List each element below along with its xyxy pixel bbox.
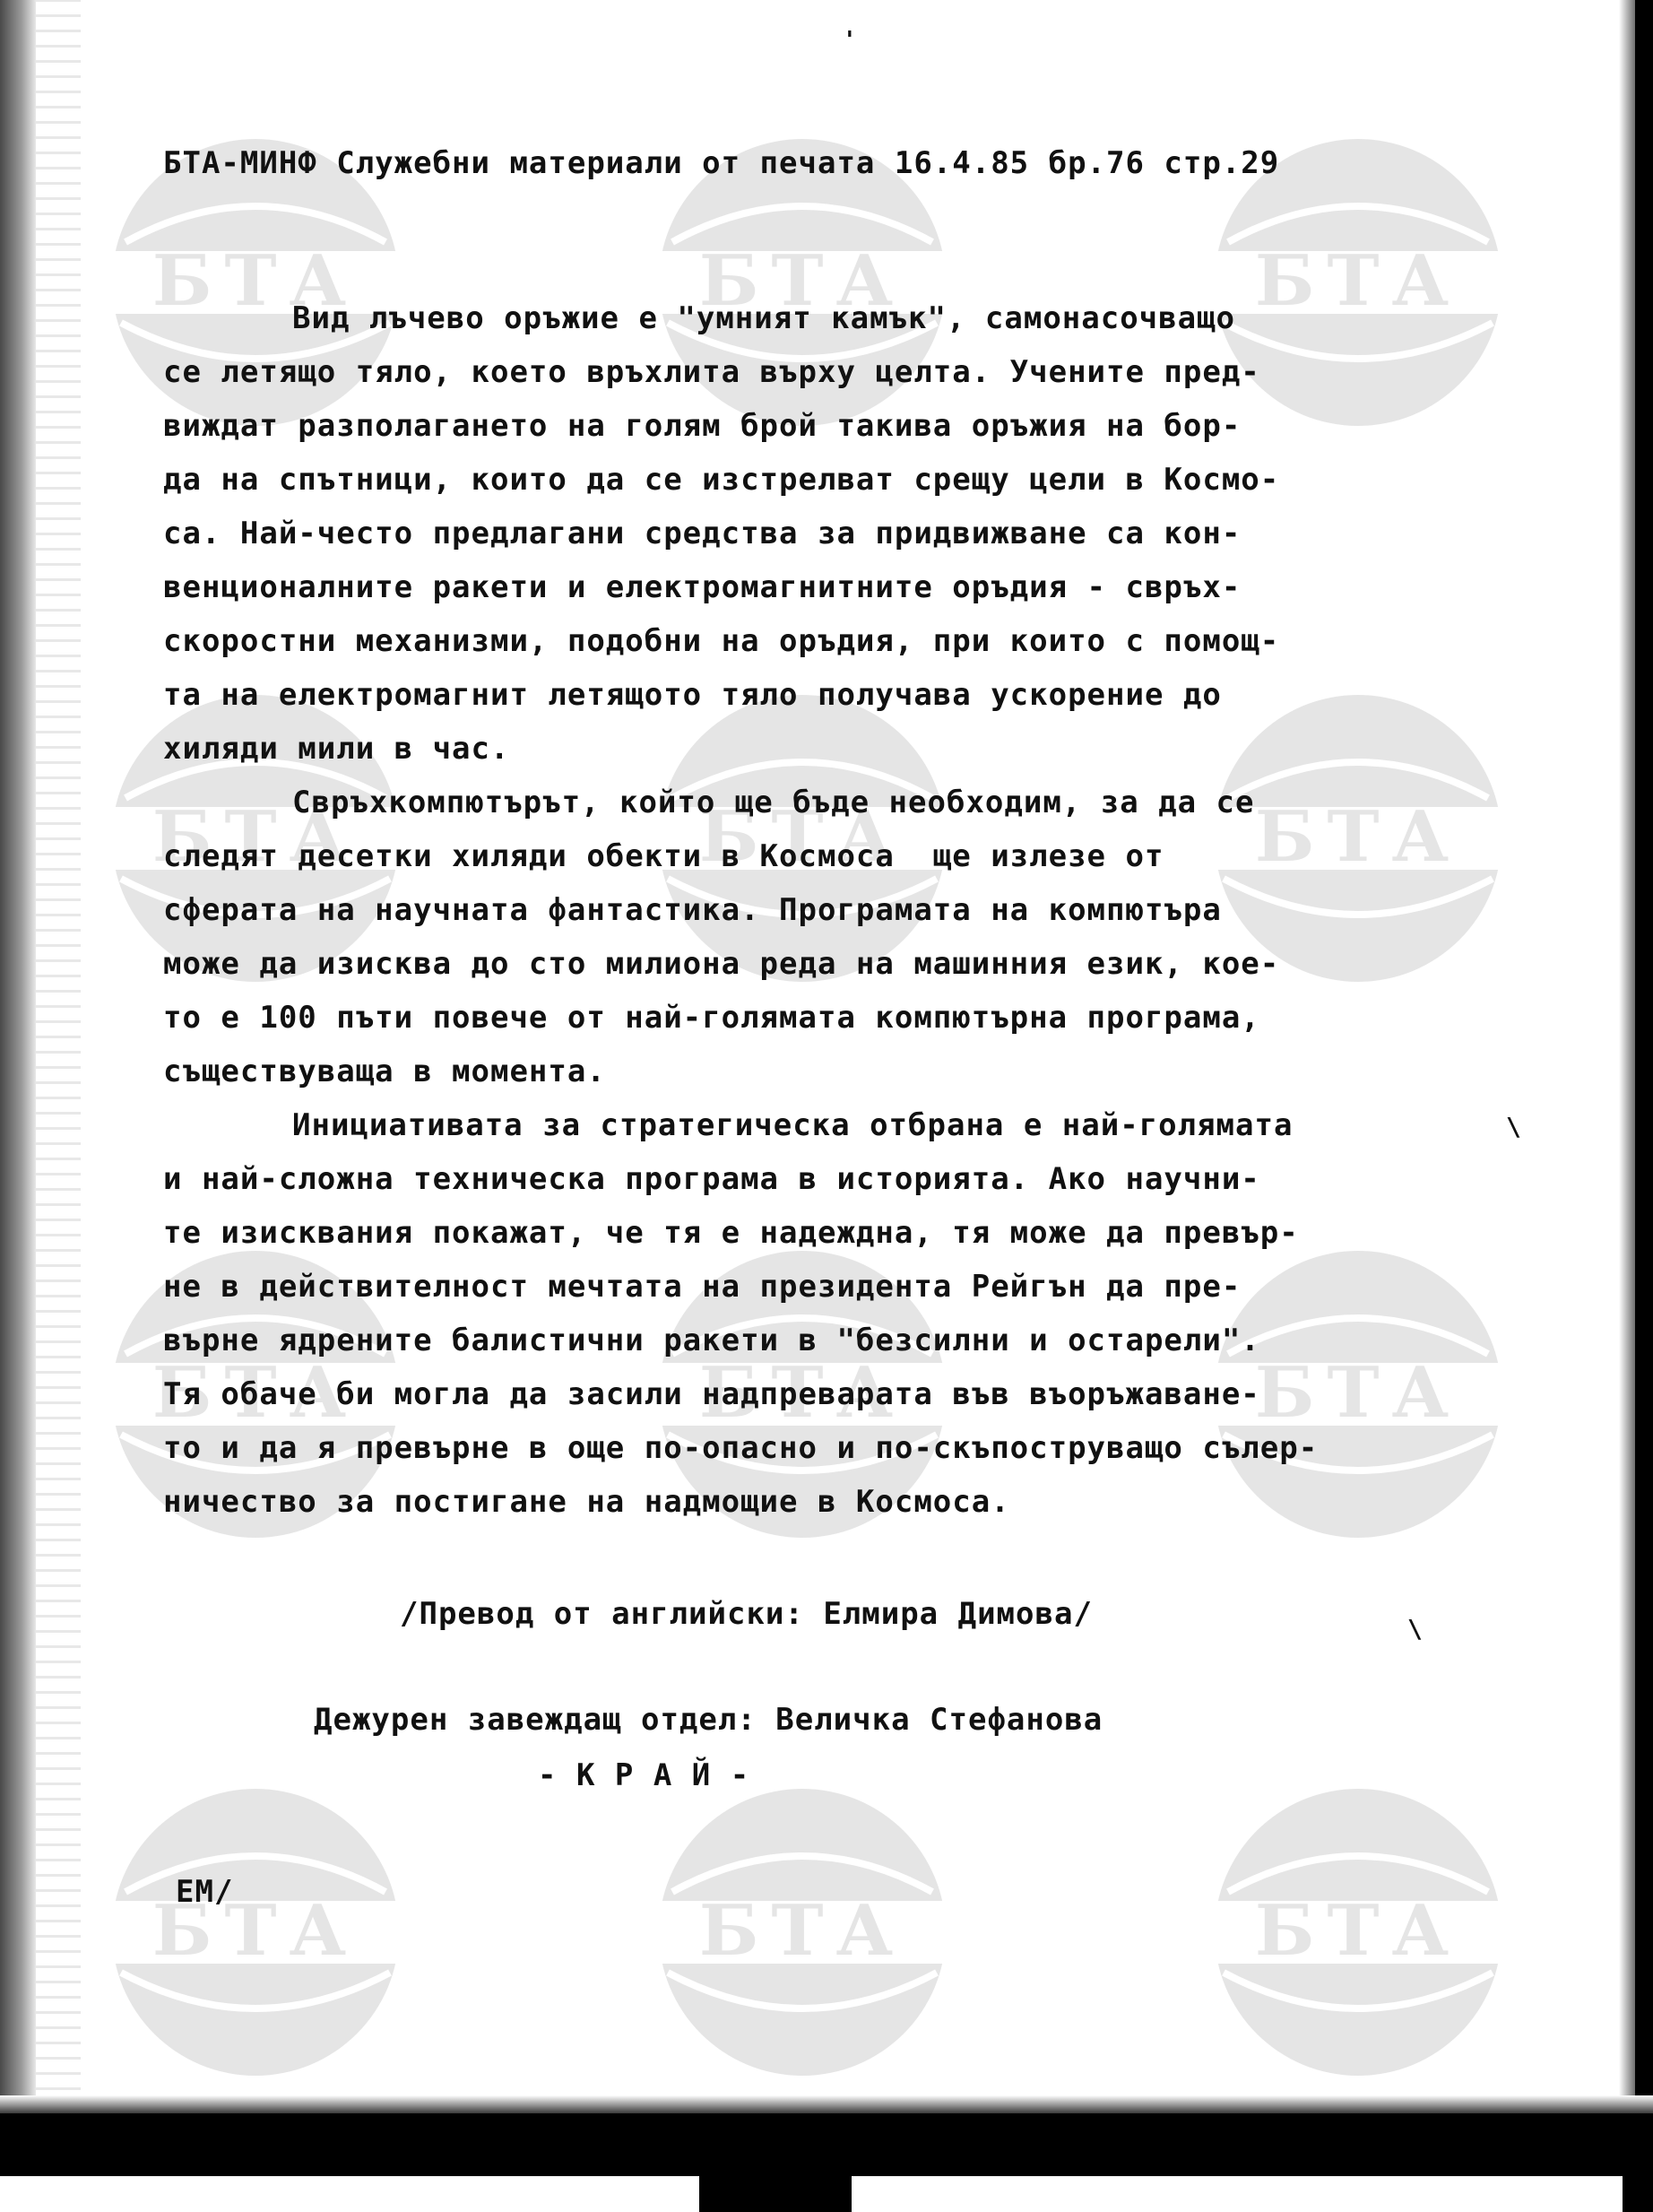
paragraph-line: следят десетки хиляди обекти в Космоса ще излезе от bbox=[163, 838, 1164, 874]
paragraph-line: то е 100 пъти повече от най-голямата компютърна програма, bbox=[163, 1000, 1260, 1036]
paragraph-line: Тя обаче би могла да засили надпреварата във въоръжаване- bbox=[163, 1376, 1260, 1412]
paragraph-line: Свръхкомпютърът, който ще бъде необходим, за да се bbox=[292, 785, 1255, 820]
paragraph-line: скоростни механизми, подобни на оръдия, при които с помощ- bbox=[163, 623, 1280, 659]
scan-edge-left bbox=[0, 0, 36, 2212]
author-initials: ЕМ/ bbox=[176, 1874, 234, 1910]
paragraph-line: то и да я превърне в още по-опасно и по-скъпоструващо сълер- bbox=[163, 1430, 1319, 1466]
duty-editor-line: Дежурен завеждащ отдел: Величка Стефанова bbox=[314, 1702, 1103, 1738]
scan-bottom-paper-strip bbox=[0, 2176, 699, 2212]
paragraph-line: са. Най-често предлагани средства за придвижване са кон- bbox=[163, 516, 1242, 551]
paragraph-line: венционалните ракети и електромагнитните оръдия - свръх- bbox=[163, 569, 1242, 605]
paragraph-line: те изисквания покажат, че тя е надеждна, тя може да превър- bbox=[163, 1215, 1299, 1251]
paragraph-line: се летящо тяло, което връхлита върху целта. Учените пред- bbox=[163, 354, 1260, 390]
paragraph-line: съществуваща в момента. bbox=[163, 1054, 606, 1089]
paragraph-line: не в действителност мечтата на президента Рейгън да пре- bbox=[163, 1269, 1242, 1305]
bta-watermark-logo bbox=[108, 1784, 403, 2080]
paragraph-line: Вид лъчево оръжие е "умният камък", самонасочващо bbox=[292, 300, 1236, 336]
document-header: БТА-МИНФ Служебни материали от печата 16.4.85 бр.76 стр.29 bbox=[163, 145, 1280, 181]
translation-note: /Превод от английски: Елмира Димова/ bbox=[400, 1596, 1093, 1632]
scan-speck: \ bbox=[1407, 1614, 1423, 1644]
paragraph-line: та на електромагнит летящото тяло получава ускорение до bbox=[163, 677, 1222, 713]
scan-edge-bottom-shadow bbox=[0, 2095, 1653, 2113]
paragraph-line: ничество за постигане на надмощие в Космоса. bbox=[163, 1484, 1010, 1520]
end-mark: - К Р А Й - bbox=[538, 1757, 750, 1793]
paragraph-line: и най-сложна техническа програма в историята. Ако научни- bbox=[163, 1161, 1260, 1197]
bta-watermark-logo bbox=[1210, 690, 1506, 986]
paragraph-line: да на спътници, които да се изстрелват срещу цели в Космо- bbox=[163, 462, 1280, 498]
bta-watermark-logo bbox=[1210, 1784, 1506, 2080]
scan-edge-left-noise bbox=[36, 0, 81, 2212]
scan-speck: ' bbox=[843, 27, 857, 54]
paragraph-line: може да изисква до сто милиона реда на машинния език, кое- bbox=[163, 946, 1280, 982]
bta-watermark-logo bbox=[654, 1784, 950, 2080]
paragraph-line: хиляди мили в час. bbox=[163, 731, 510, 767]
scan-bottom-paper-strip bbox=[852, 2176, 1623, 2212]
paragraph-line: сферата на научната фантастика. Програмата на компютъра bbox=[163, 892, 1222, 928]
paragraph-line: виждат разполагането на голям брой такива оръжия на бор- bbox=[163, 408, 1242, 444]
scan-edge-right bbox=[1635, 0, 1653, 2212]
scan-speck: \ bbox=[1506, 1112, 1521, 1141]
paragraph-line: върне ядрените балистични ракети в "безсилни и остарели". bbox=[163, 1323, 1260, 1358]
scan-edge-right-shadow bbox=[1619, 0, 1635, 2212]
paragraph-line: Инициативата за стратегическа отбрана е най-голямата bbox=[292, 1107, 1294, 1143]
